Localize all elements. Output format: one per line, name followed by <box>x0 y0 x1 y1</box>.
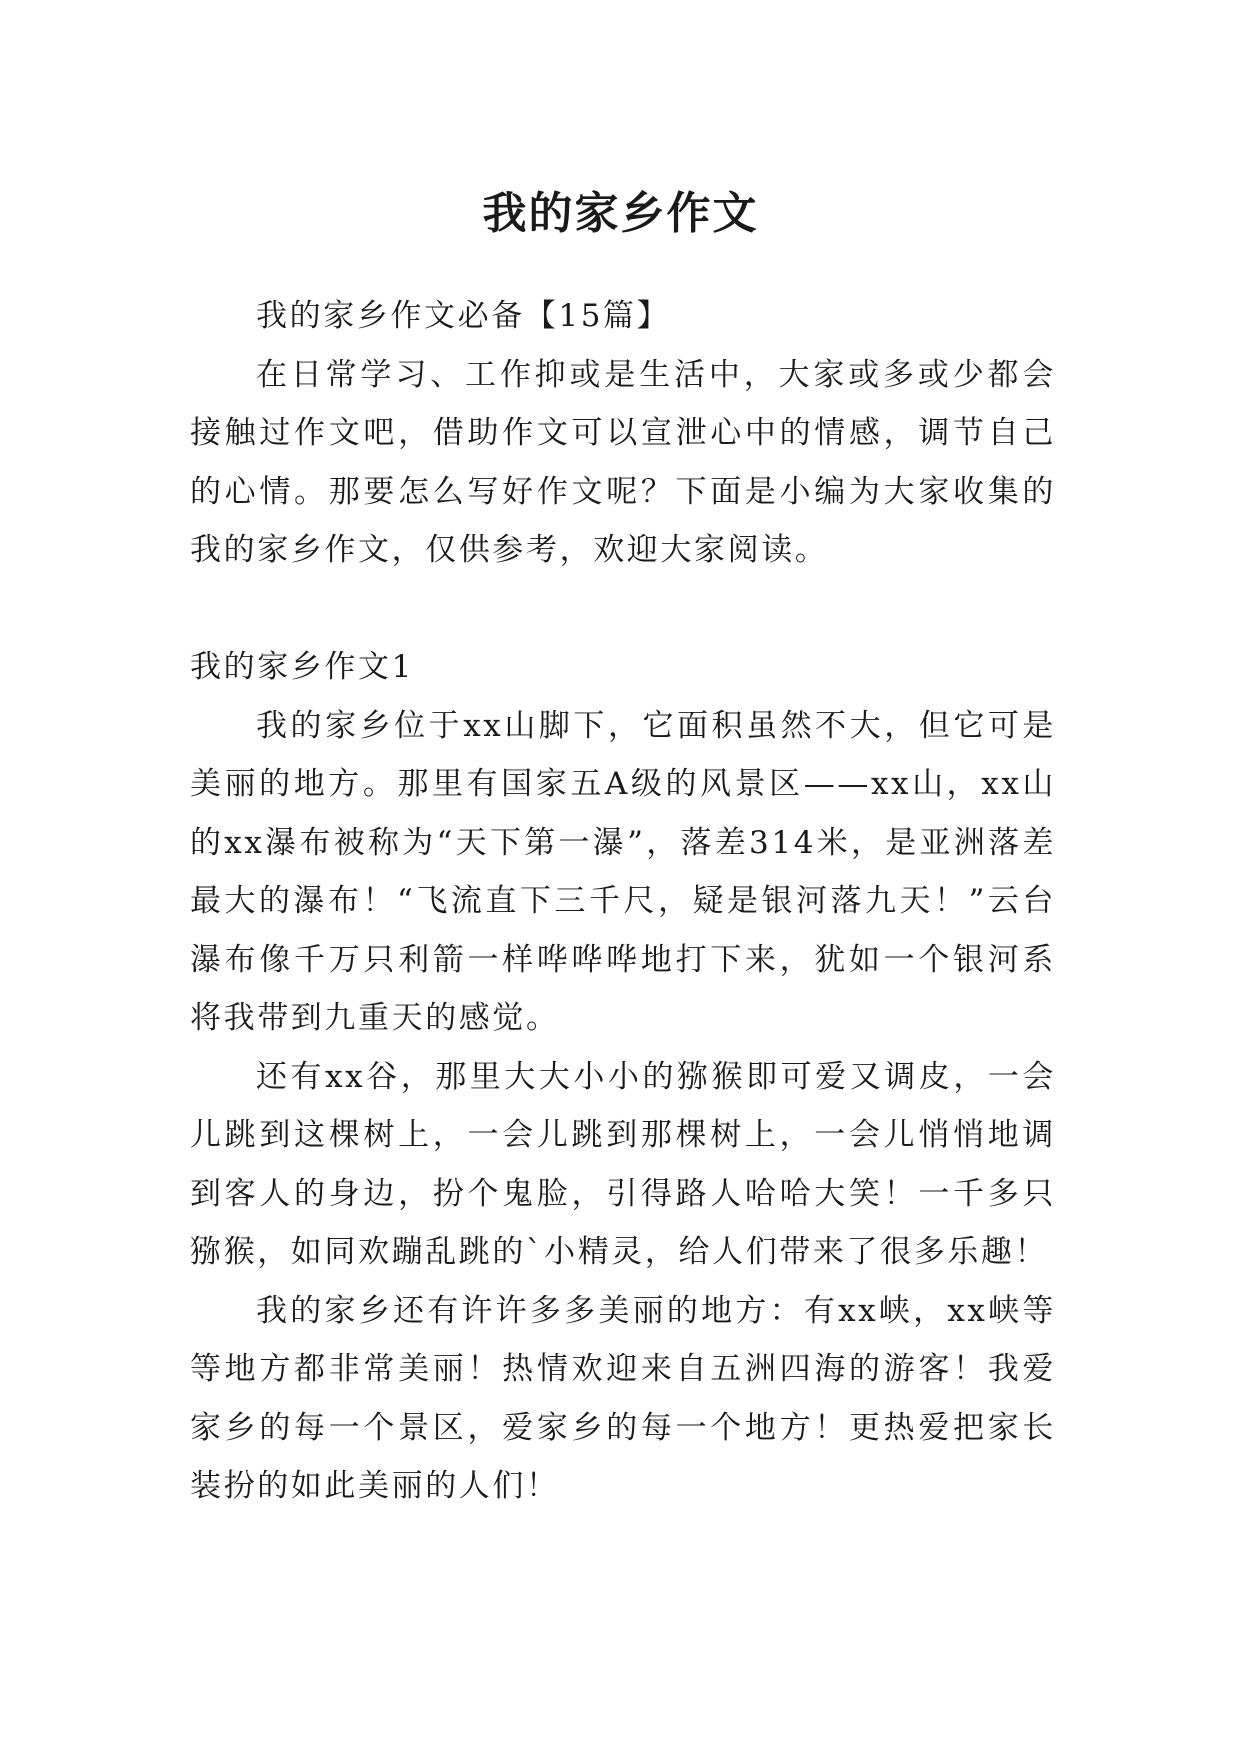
document-subtitle: 我的家乡作文必备【15篇】 <box>256 298 671 334</box>
document-title: 我的家乡作文 <box>482 188 759 240</box>
intro-paragraph: 在日常学习、工作抑或是生活中，大家或多或少都会接触过作文吧，借助作文可以宣泄心中的情感，调节自己的心情。那要怎么写好作文呢？下面是小编为大家收集的我的家乡作文，仅供参考，欢迎大家阅读。 <box>190 356 1056 568</box>
paragraph: 我的家乡位于xx山脚下，它面积虽然不大，但它可是美丽的地方。那里有国家五A级的风景区——xx山，xx山的xx瀑布被称为“天下第一瀑”，落差314米，是亚洲落差最大的瀑布！“飞流直下三千尺，疑是银河落九天！”云台瀑布像千万只利箭一样哗哗哗地打下来，犹如一个银河系将我带到九重天的感觉。 <box>190 707 1056 1036</box>
section-heading: 我的家乡作文1 <box>190 649 414 685</box>
document-body <box>190 287 1056 1516</box>
paragraph: 我的家乡还有许许多多美丽的地方：有xx峡，xx峡等等地方都非常美丽！热情欢迎来自五洲四海的游客！我爱家乡的每一个景区，爱家乡的每一个地方！更热爱把家长装扮的如此美丽的人们！ <box>190 1292 1056 1504</box>
paragraph: 还有xx谷，那里大大小小的猕猴即可爱又调皮，一会儿跳到这棵树上，一会儿跳到那棵树上，一会儿悄悄地调到客人的身边，扮个鬼脸，引得路人哈哈大笑！一千多只猕猴，如同欢蹦乱跳的`小精灵，给人们带来了很多乐趣！ <box>190 1058 1056 1270</box>
